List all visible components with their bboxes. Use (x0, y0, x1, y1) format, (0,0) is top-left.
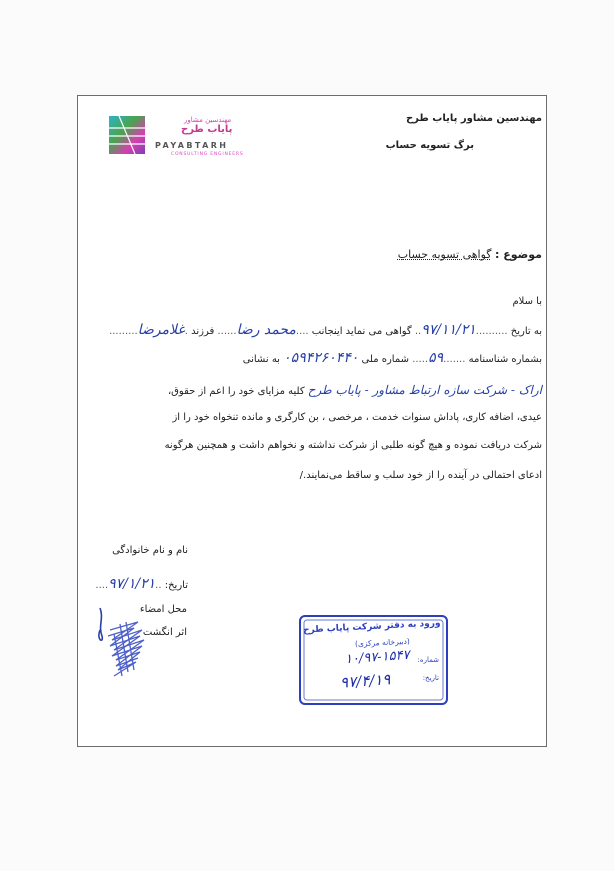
company-logo (107, 114, 257, 160)
body-line-1: به تاریخ ..........۹۷/۱۱/۲۱.. گواهی می نماید اینجانب ....محمد رضا...... فرزند .غلامرضا......... (109, 322, 542, 338)
thumbprint-label: اثر انگشت (142, 627, 187, 638)
body-line-5: شرکت دریافت نموده و هیچ گونه طلبی از شرکت نداشته و نخواهم داشت و همچنین هرگونه (164, 440, 542, 451)
subject-line (398, 248, 542, 261)
date-line: تاریخ: ..۹۷/۱/۲۱.... (95, 576, 188, 592)
logo-en-sub: CONSULTING ENGINEERS (171, 152, 244, 157)
id-label: بشماره شناسنامه (468, 354, 542, 365)
address-label: به نشانی (242, 354, 280, 365)
stamp-sub: (دبیرخانه مرکزی) (354, 636, 411, 649)
body-line-3 (168, 383, 542, 397)
body-line-2: بشماره شناسنامه .......۵۹..... شماره ملی ۰۵۹۴۲۶۰۴۴۰ به نشانی (242, 350, 542, 366)
father-label: فرزند (191, 326, 215, 337)
body-line-6: ادعای احتمالی در آینده را از خود سلب و ساقط می‌نمایند./ (299, 470, 542, 481)
benefits-text: کلیه مزایای خود را اعم از حقوق، (167, 386, 305, 397)
signature-scribble (90, 600, 150, 680)
id-number: ۵۹ (428, 350, 444, 366)
employee-name: محمد رضا (236, 322, 296, 338)
body-line-4: عیدی، اضافه کاری، پاداش سنوات خدمت ، مرخصی ، بن کارگری و مانده تنخواه خود را از (172, 412, 542, 423)
name-label: نام و نام خانوادگی (112, 545, 188, 556)
logo-fa-small: مهندسین مشاور (184, 116, 232, 124)
signature-label: محل امضاء (139, 604, 187, 615)
stamp-date-label: تاریخ: (422, 674, 439, 682)
logo-mark-icon (107, 114, 147, 156)
subject-value: گواهی تسویه حساب (397, 248, 492, 261)
logo-en: PAYABTARH (155, 141, 229, 150)
stamp-num-label: شماره: (417, 656, 439, 664)
cert-date: ۹۷/۱۱/۲۱ (421, 322, 476, 338)
national-label: شماره ملی (361, 354, 410, 365)
cert-text: گواهی می نماید اینجانب (311, 326, 412, 337)
father-name: غلامرضا (137, 322, 185, 338)
received-stamp (297, 612, 450, 708)
form-title: برگ تسویه حساب (385, 140, 474, 151)
national-code: ۰۵۹۴۲۶۰۴۴۰ (283, 350, 359, 366)
signature-date: ۹۷/۱/۲۱ (108, 576, 156, 592)
company-name: مهندسین مشاور پایاب طرح (405, 113, 542, 124)
date-intro: به تاریخ (510, 326, 542, 337)
greeting: با سلام (512, 296, 542, 307)
stamp-date-value: ۹۷/۴/۱۹ (339, 670, 391, 692)
stamp-num-value: ۱۰/۹۷-۱۵۴۷ (344, 647, 411, 668)
stamp-title: ورود به دفتر شرکت پایاب طرح (303, 618, 442, 636)
logo-fa: پایاب طرح (181, 124, 233, 135)
subject-label: موضوع : (495, 248, 542, 261)
date-label: تاریخ: (164, 580, 188, 591)
address-value: اراک - شرکت سازه ارتباط مشاور - پایاب طرح (307, 383, 542, 397)
